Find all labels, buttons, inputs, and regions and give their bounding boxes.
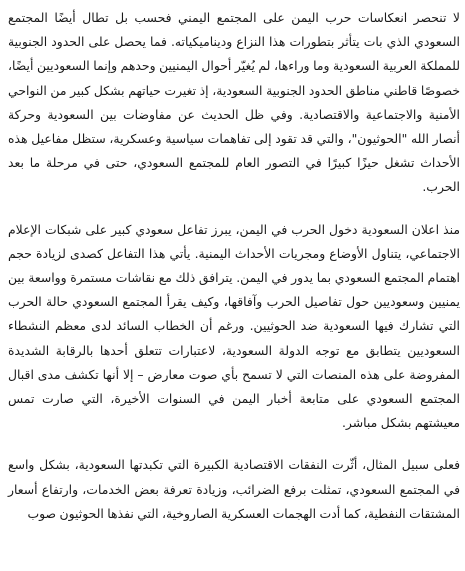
article-paragraph-1: لا تنحصر انعكاسات حرب اليمن على المجتمع اليمني فحسب بل تطال أيضًا المجتمع السعودي الذي بات يتأثر بتطورات هذا النزاع وديناميكياته. فما يحصل على الحدود الجنوبية للمملكة العربية السعودية وما وراءها، لم يُغيّر أحوال اليمنيين وحدهم وإنما السعوديين أيضًا، خصوصًا قاطني مناطق الحدود الجنوبية السعودية، إذ تغيرت حياتهم بشكل كبير من النواحي الأمنية والاجتماعية والاقتصادية. وفي ظل الحديث عن مفاوضات بين السعودية وحركة أنصار الله "الحوثيون"، والتي قد تقود إلى تفاهمات سياسية وعسكرية، ستظل مفاعيل هذه الأحداث تشغل حيزًا كبيرًا في التصور العام للمجتمع السعودي، حتى في مرحلة ما بعد الحرب. xyxy=(8,10,460,195)
article-paragraph-3: فعلى سبيل المثال، أثّرت النفقات الاقتصادية الكبيرة التي تكبدتها السعودية، بشكل واسع في المجتمع السعودي، تمثلت برفع الضرائب، وزيادة تعرفة بعض الخدمات، وارتفاع أسعار المشتقات النفطية، كما أدت الهجمات العسكرية الصاروخية، التي نفذها الحوثيون صوب xyxy=(8,457,460,521)
article-paragraph-2: منذ اعلان السعودية دخول الحرب في اليمن، يبرز تفاعل سعودي كبير على شبكات الإعلام الاجتماعي، يتناول الأوضاع ومجريات الأحداث اليمنية. يأتي هذا التفاعل كصدى لزيادة حجم اهتمام المجتمع السعودي بما يدور في اليمن. يترافق ذلك مع نقاشات مستمرة وواسعة بين يمنيين وسعوديين حول تفاصيل الحرب وآفاقها، وكيف يقرأ المجتمع السعودي حالة الحرب التي تشارك فيها السعودية ضد الحوثيين. ورغم أن الخطاب السائد لدى معظم النشطاء السعوديين يتطابق مع توجه الدولة السعودية، لاعتبارات تتعلق أحدها بالرقابة الشديدة المفروضة على هذه المنصات التي لا تسمح بأي صوت معارض – إلا أنها تكشف مدى اقبال المجتمع السعودي على متابعة أخبار اليمن في السنوات الأخيرة، التي صارت تمس معيشتهم بشكل مباشر. xyxy=(8,221,460,431)
